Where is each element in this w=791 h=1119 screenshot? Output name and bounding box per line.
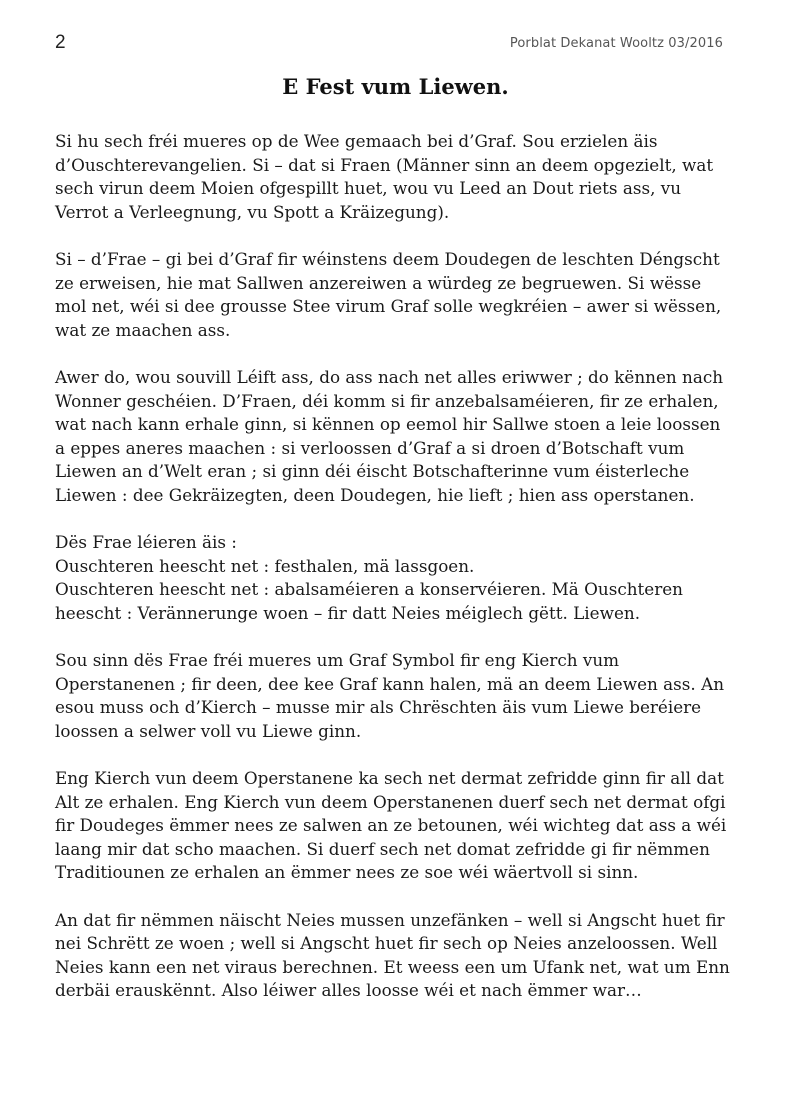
text-line: Ouschteren heescht net : festhalen, mä lassgoen. bbox=[55, 555, 475, 576]
text-line: Alt ze erhalen. Eng Kierch vun deem Operstanenen duerf sech net dermat ofgi bbox=[55, 791, 726, 812]
text-line: Awer do, wou souvill Léift ass, do ass nach net alles eriwwer ; do kënnen nach bbox=[55, 366, 724, 387]
text-line: Operstanenen ; fir deen, dee kee Graf kann halen, mä an deem Liewen ass. An bbox=[55, 673, 724, 694]
text-line: laang mir dat scho maachen. Si duerf sech net domat zefridde gi fir nëmmen bbox=[55, 838, 710, 859]
paragraph bbox=[55, 248, 745, 342]
text-line: wat ze maachen ass. bbox=[55, 319, 231, 340]
text-line: fir Doudeges ëmmer nees ze salwen an ze betounen, wéi wichteg dat ass a wéi bbox=[55, 815, 727, 836]
text-line: d’Ouschterevangelien. Si – dat si Fraen (Männer sinn an deem opgezielt, wat bbox=[55, 154, 714, 175]
text-line: wat nach kann erhale ginn, si kënnen op eemol hir Sallwe stoen a leie loossen bbox=[55, 414, 721, 435]
text-line: Si hu sech fréi mueres op de Wee gemaach bei d’Graf. Sou erzielen äis bbox=[55, 131, 658, 151]
text-line: loossen a selwer voll vu Liewe ginn. bbox=[55, 720, 362, 741]
paragraph bbox=[55, 531, 745, 625]
text-line: Liewen : dee Gekräizegten, deen Doudegen, hie lieft ; hien ass operstanen. bbox=[55, 484, 695, 505]
text-line: heescht : Verännerunge woen – fir datt Neies méiglech gëtt. Liewen. bbox=[55, 602, 641, 623]
text-line: Dës Frae léieren äis : bbox=[55, 532, 237, 553]
header-meta: Porblat Dekanat Wooltz 03/2016 bbox=[509, 36, 723, 51]
text-line: mol net, wéi si dee grousse Stee virum Graf solle wegkréien – awer si wëssen, bbox=[55, 296, 722, 317]
paragraph bbox=[55, 649, 745, 743]
paragraph bbox=[55, 366, 745, 508]
text-line: derbäi erauskënnt. Also léiwer alles loosse wéi et nach ëmmer war… bbox=[55, 980, 642, 1001]
text-line: nei Schrëtt ze woen ; well si Angscht huet fir sech op Neies anzeloossen. Well bbox=[55, 933, 718, 954]
text-line: Si – d’Frae – gi bei d’Graf fir wéinstens deem Doudegen de leschten Déngscht bbox=[55, 248, 720, 269]
paragraph bbox=[55, 909, 745, 1003]
text-line: ze erweisen, hie mat Sallwen anzereiwen a würdeg ze begruewen. Si wësse bbox=[55, 272, 702, 293]
article-body bbox=[55, 130, 745, 1027]
text-line: An dat fir nëmmen näischt Neies mussen unzefänken – well si Angscht huet fir bbox=[55, 909, 725, 930]
text-line: Verrot a Verleegnung, vu Spott a Kräizegung). bbox=[55, 201, 450, 222]
text-line: Sou sinn dës Frae fréi mueres um Graf Symbol fir eng Kierch vum bbox=[55, 650, 620, 671]
text-line: a eppes aneres maachen : si verloossen d’Graf a si droen d’Botschaft vum bbox=[55, 437, 685, 458]
paragraph bbox=[55, 767, 745, 885]
text-line: Neies kann een net viraus berechnen. Et weess een um Ufank net, wat um Enn bbox=[55, 956, 730, 977]
text-line: Ouschteren heescht net : abalsaméieren a konservéieren. Mä Ouschteren bbox=[55, 579, 683, 600]
page-title: E Fest vum Liewen. bbox=[282, 74, 509, 99]
text-line: esou muss och d’Kierch – musse mir als Chrëschten äis vum Liewe beréiere bbox=[55, 697, 702, 718]
text-line: Traditiounen ze erhalen an ëmmer nees ze soe wéi wäertvoll si sinn. bbox=[55, 862, 639, 883]
page-number: 2 bbox=[55, 32, 66, 53]
text-line: Eng Kierch vun deem Operstanene ka sech net dermat zefridde ginn fir all dat bbox=[55, 768, 724, 789]
text-line: sech virun deem Moien ofgespillt huet, wou vu Leed an Dout riets ass, vu bbox=[55, 178, 682, 199]
paragraph bbox=[55, 130, 745, 224]
text-line: Liewen an d’Welt eran ; si ginn déi éischt Botschafterinne vum éisterleche bbox=[55, 461, 690, 482]
text-line: Wonner geschéien. D’Fraen, déi komm si fir anzebalsaméieren, fir ze erhalen, bbox=[55, 390, 719, 411]
